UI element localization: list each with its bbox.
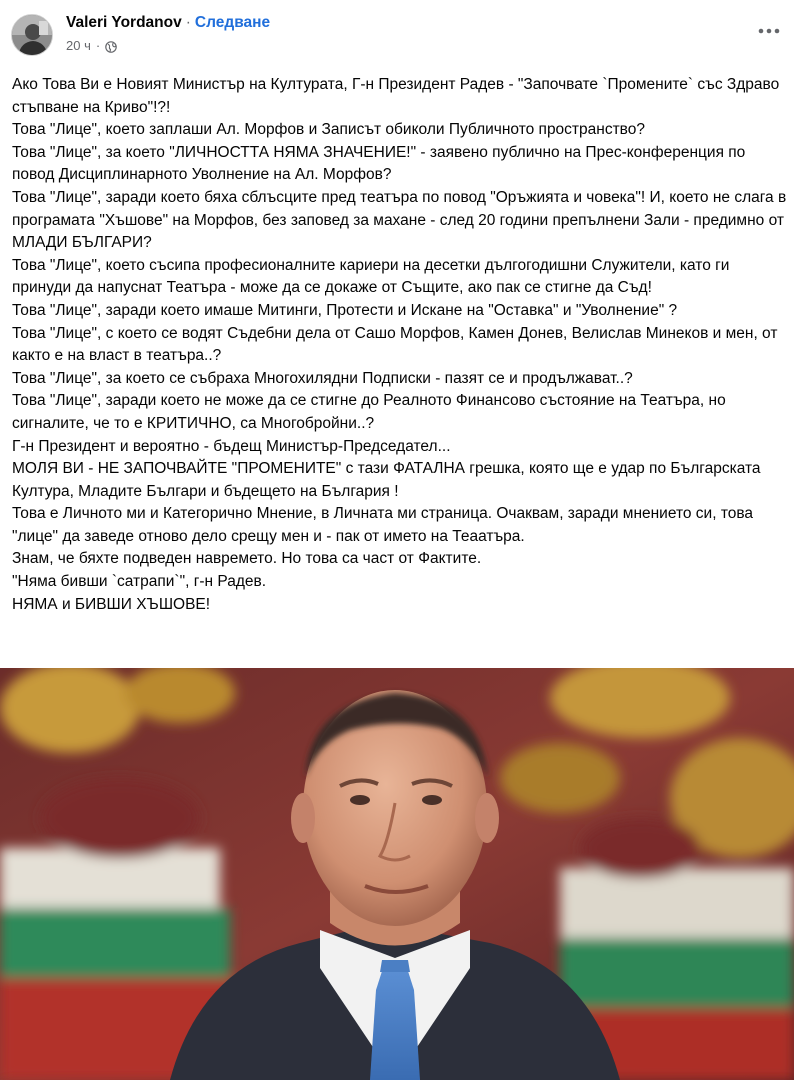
post-time[interactable]: 20 ч	[66, 38, 91, 53]
post-text-line: Това "Лице", което заплаши Ал. Морфов и Записът обиколи Публичното пространство?	[12, 121, 645, 139]
post-text-line: НЯМА и БИВШИ ХЪШОВЕ!	[12, 595, 211, 613]
follow-button[interactable]: Следване	[194, 14, 271, 31]
meta-separator: ·	[95, 38, 101, 53]
post-text-line: Това "Лице", заради което не може да се стигне до Реалното Финансово състояние на Театъра, но сигналите, че то е КРИТИЧНО, са Многобройни..?	[12, 392, 726, 432]
author-avatar[interactable]	[11, 14, 53, 56]
author-line	[66, 13, 270, 33]
post-text-line: Ако Това Ви е Новият Министър на Културата, Г-н Президент Радев - "Започвате `Промените` със Здраво стъпване на Криво"!?!	[12, 76, 780, 116]
post-text-line: Това "Лице", за което "ЛИЧНОСТТА НЯМА ЗНАЧЕНИЕ!" - заявено публично на Прес-конференция по повод Дисциплинарното Уволнение на Ал. Морфов?	[12, 143, 746, 184]
post-text-line: Това "Лице", заради което имаше Митинги, Протести и Искане на "Оставка" и "Уволнение" ?	[12, 301, 678, 319]
post-meta	[66, 37, 117, 54]
author-name[interactable]: Valeri Yordanov	[66, 14, 182, 31]
post-text-line: "Няма бивши `сатрапи`", г-н Радев.	[12, 573, 267, 591]
post-header	[0, 0, 794, 66]
post-text-line: Това "Лице", за което се събраха Многохилядни Подписки - пазят се и продължават..?	[12, 369, 633, 387]
post-text	[12, 74, 788, 616]
header-separator: ·	[185, 14, 191, 31]
post-text-line: Това "Лице", което съсипа професионалните кариери на десетки дългогодишни Служители, като ги принуди да напуснат Театъра - може да се докаже от Същите, ако пак се стигне да Съд!	[12, 256, 730, 297]
post-text-line: Това е Личното ми и Категорично Мнение, в Личната ми страница. Очаквам, заради мнението си, това "лице" да заведе отново дело срещу мен и - пак от името на Теаатъра.	[12, 505, 754, 545]
globe-icon[interactable]	[105, 40, 117, 52]
post-text-line: Това "Лице", заради което бяха сблъсците пред театъра по повод "Оръжията и човека"! И, което не слага в програмата "Хъшове" на Морфов, без заповед за махане - след 20 години препълнени Зали - предимно от МЛАДИ БЪЛГАРИ?	[12, 188, 787, 252]
post-text-line: Знам, че бяхте подведен навремето. Но това са част от Фактите.	[12, 550, 482, 568]
post-text-line: МОЛЯ ВИ - НЕ ЗАПОЧВАЙТЕ "ПРОМЕНИТЕ" с тази ФАТАЛНА грешка, която ще е удар по Българската Култура, Младите Българи и бъдещето на България !	[12, 460, 761, 500]
post-text-line: Г-н Президент и вероятно - бъдещ Министър-Председател...	[12, 437, 451, 455]
post-photo[interactable]	[0, 668, 794, 1080]
post-text-line: Това "Лице", с което се водят Съдебни дела от Сашо Морфов, Камен Донев, Велислав Минеков и мен, от както е на власт в театъра..?	[12, 324, 778, 365]
more-options-icon[interactable]	[754, 18, 784, 44]
